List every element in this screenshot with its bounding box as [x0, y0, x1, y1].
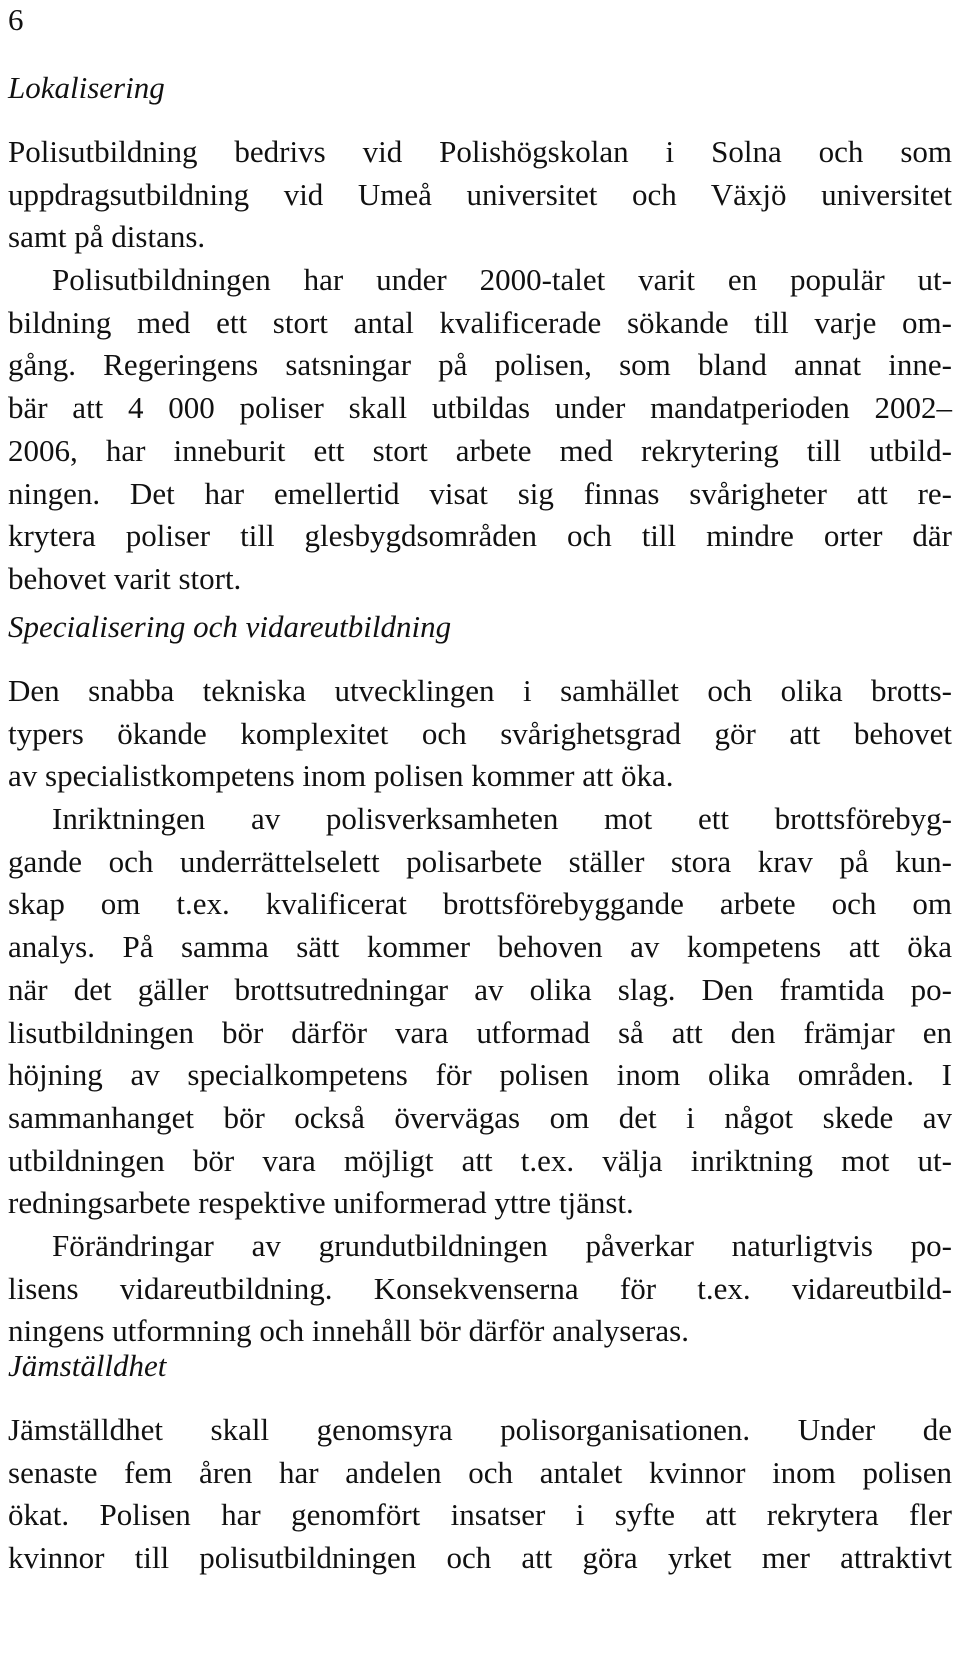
- text-line: när det gäller brottsutredningar av olika slag. Den framtida po-: [8, 971, 952, 1007]
- text-line: lisens vidareutbildning. Konsekvenserna för t.ex. vidareutbild-: [8, 1270, 952, 1306]
- text-line: typers ökande komplexitet och svårighetsgrad gör att behovet: [8, 715, 952, 751]
- text-line: uppdragsutbildning vid Umeå universitet och Växjö universitet: [8, 176, 952, 212]
- text-line: lisutbildningen bör därför vara utformad så att den främjar en: [8, 1014, 952, 1050]
- text-line: kvinnor till polisutbildningen och att göra yrket mer attraktivt: [8, 1540, 952, 1576]
- text-line: Förändringar av grundutbildningen påverkar naturligtvis po-: [52, 1227, 952, 1263]
- text-line: Den snabba tekniska utvecklingen i samhället och olika brotts-: [8, 673, 952, 708]
- text-line: Jämställdhet skall genomsyra polisorganisationen. Under de: [8, 1412, 952, 1447]
- section-heading-specialisering: Specialisering och vidareutbildning: [8, 609, 452, 644]
- text-line: skap om t.ex. kvalificerat brottsförebyggande arbete och om: [8, 886, 952, 922]
- text-line: Inriktningen av polisverksamheten mot ett brottsförebyg-: [52, 801, 952, 837]
- text-line: behovet varit stort.: [8, 560, 242, 596]
- text-line: bär att 4 000 poliser skall utbildas under mandatperioden 2002–: [8, 390, 952, 426]
- text-line: gång. Regeringens satsningar på polisen, som bland annat inne-: [8, 347, 952, 383]
- section-heading-jamstalldhet: Jämställdhet: [8, 1348, 167, 1383]
- page-number: 6: [8, 2, 24, 37]
- section-body-jamstalldhet: [8, 1409, 952, 1580]
- text-line: bildning med ett stort antal kvalificerade sökande till varje om-: [8, 304, 952, 340]
- text-line: samt på distans.: [8, 219, 206, 255]
- text-line: Polisutbildning bedrivs vid Polishögskolan i Solna och som: [8, 134, 952, 169]
- text-line: gande och underrättelselett polisarbete ställer stora krav på kun-: [8, 843, 952, 879]
- text-line: höjning av specialkompetens för polisen inom olika områden. I: [8, 1057, 952, 1093]
- section-body-specialisering: [8, 670, 952, 1353]
- text-line: av specialistkompetens inom polisen kommer att öka.: [8, 758, 674, 794]
- text-line: ökat. Polisen har genomfört insatser i syfte att rekrytera fler: [8, 1497, 952, 1533]
- text-line: redningsarbete respektive uniformerad yttre tjänst.: [8, 1185, 634, 1221]
- text-line: krytera poliser till glesbygdsområden och till mindre orter där: [8, 518, 952, 554]
- text-line: senaste fem åren har andelen och antalet kvinnor inom polisen: [8, 1454, 952, 1490]
- text-line: ningens utformning och innehåll bör därför analyseras.: [8, 1313, 689, 1349]
- text-line: Polisutbildningen har under 2000-talet varit en populär ut-: [52, 262, 952, 298]
- section-body-lokalisering: [8, 131, 952, 601]
- text-line: utbildningen bör vara möjligt att t.ex. välja inriktning mot ut-: [8, 1142, 952, 1178]
- text-line: ningen. Det har emellertid visat sig finnas svårigheter att re-: [8, 475, 952, 511]
- text-line: 2006, har inneburit ett stort arbete med rekrytering till utbild-: [8, 432, 952, 468]
- text-line: sammanhanget bör också övervägas om det i något skede av: [8, 1099, 952, 1135]
- text-line: analys. På samma sätt kommer behoven av kompetens att öka: [8, 929, 952, 965]
- section-heading-lokalisering: Lokalisering: [8, 70, 165, 105]
